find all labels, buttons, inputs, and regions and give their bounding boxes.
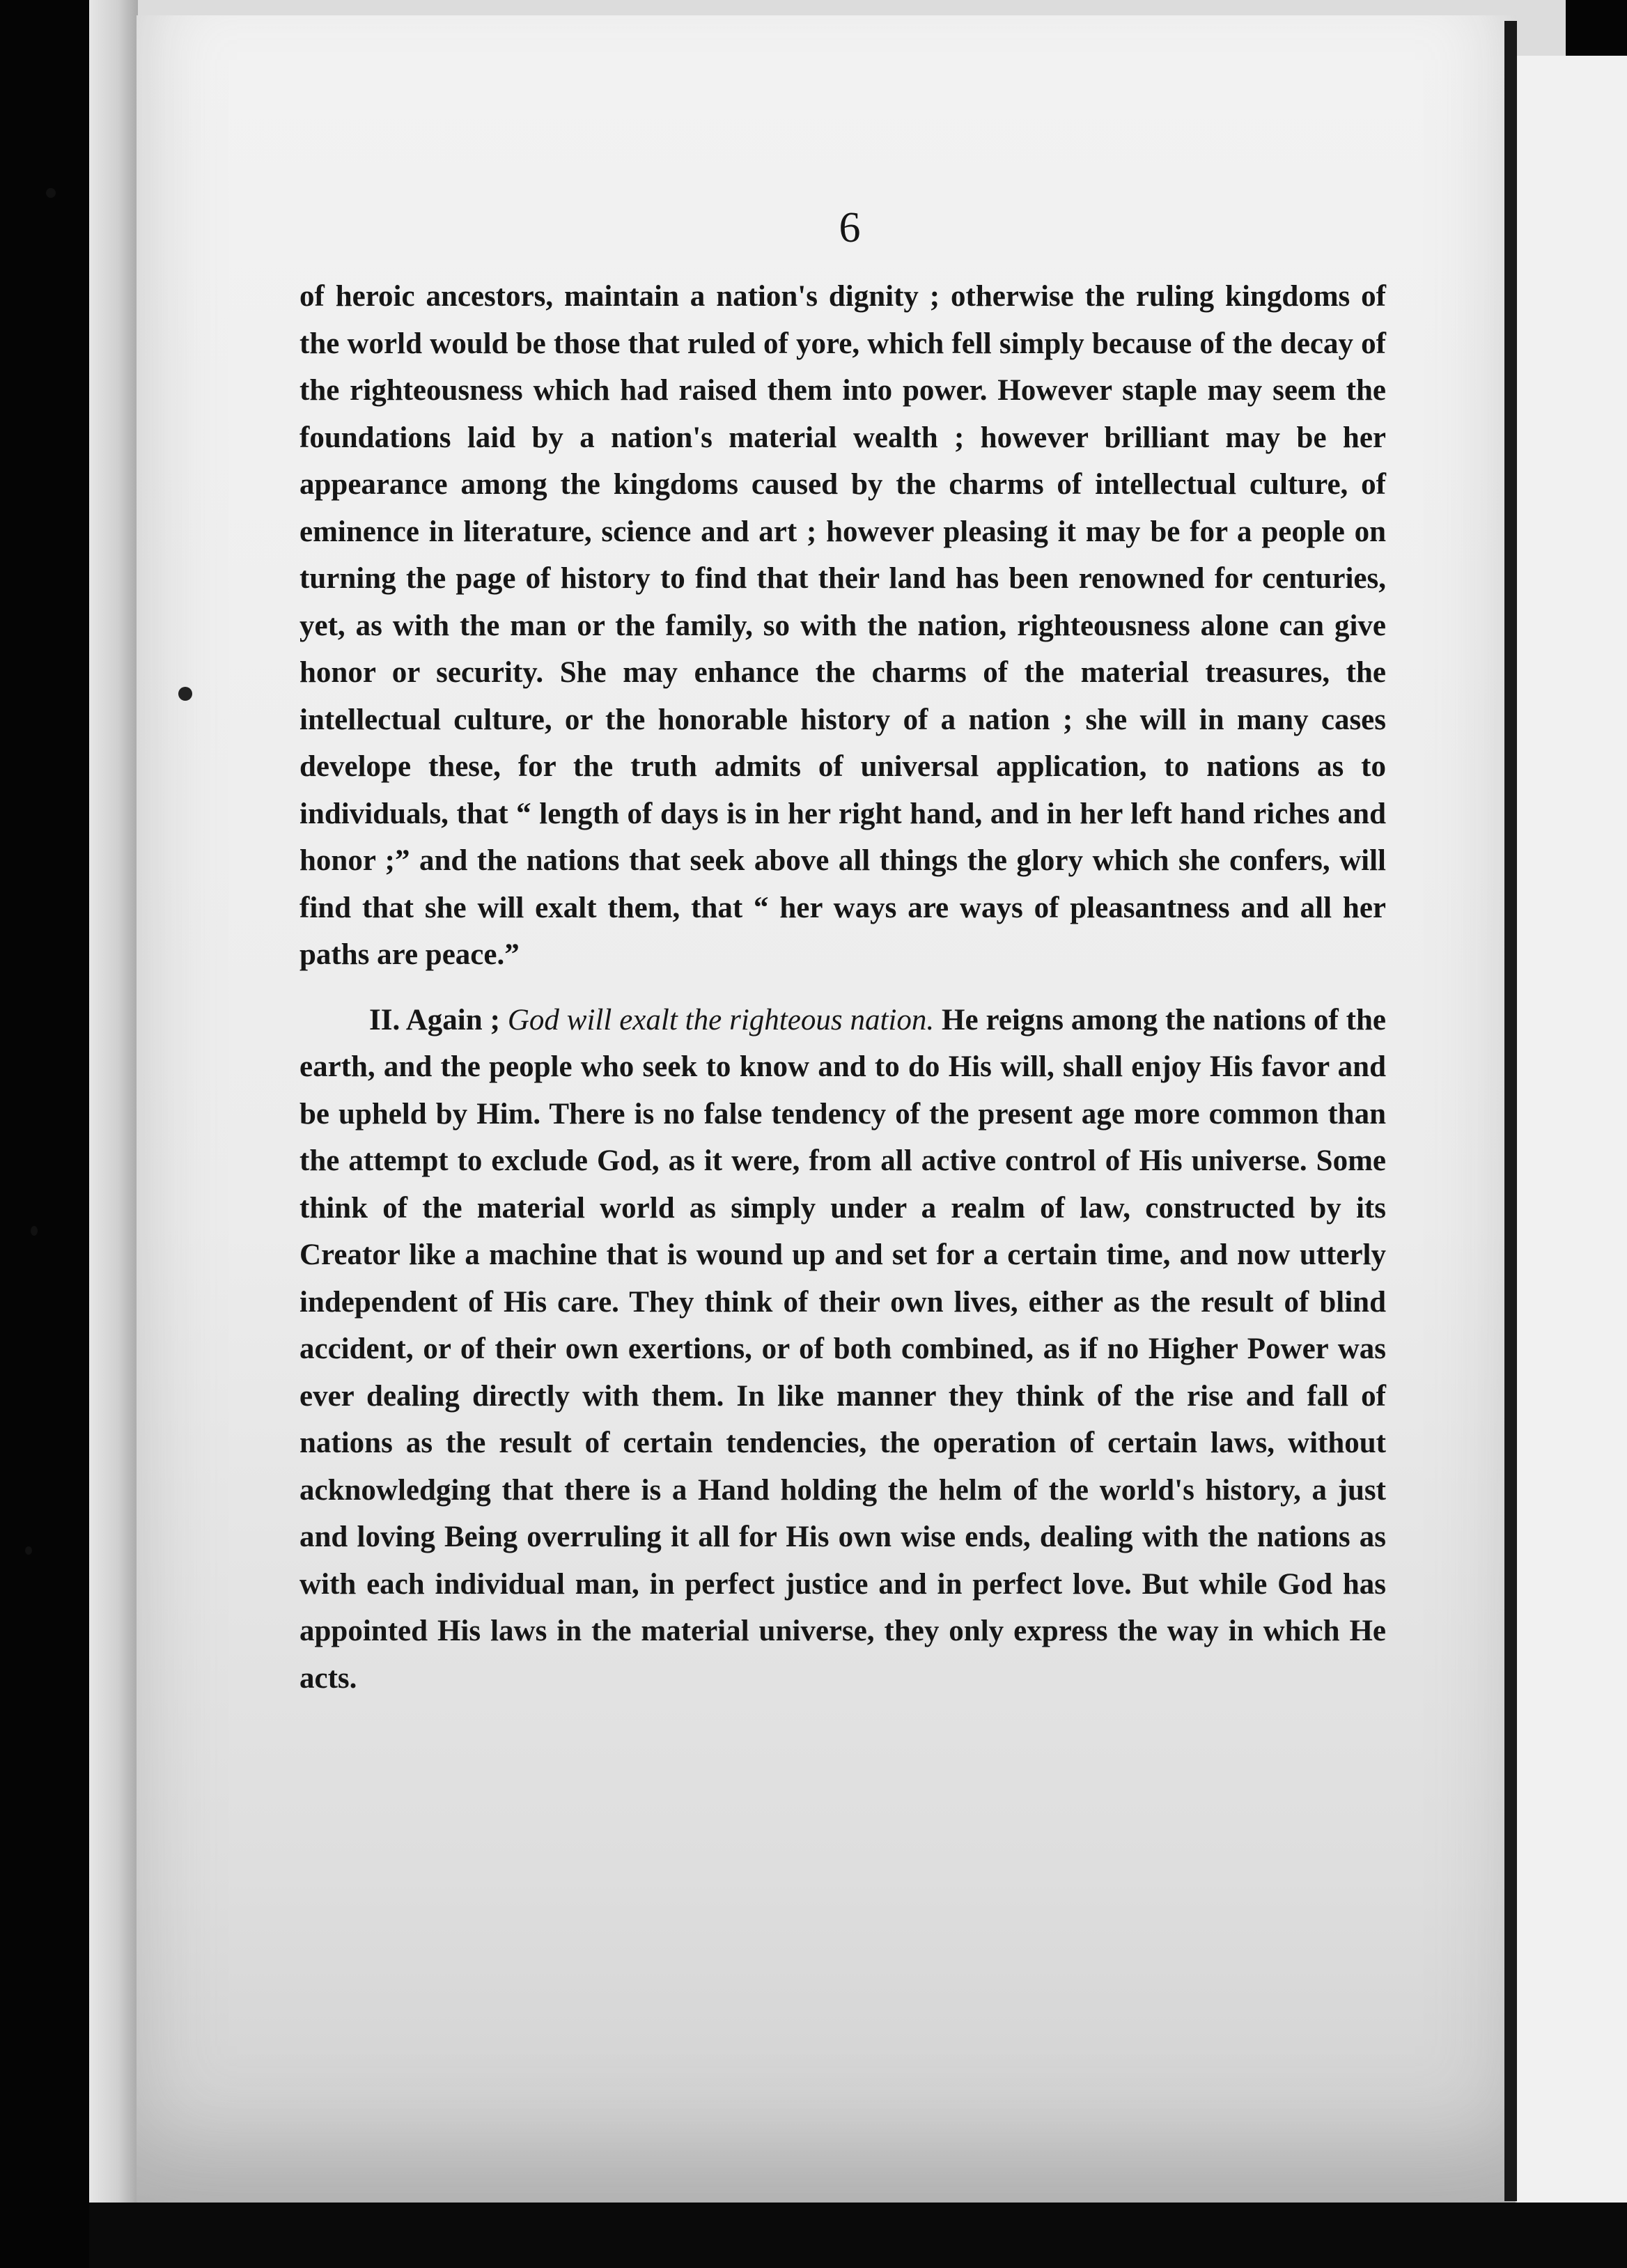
page-edge-shadow <box>89 0 138 2268</box>
section-body: He reigns among the nations of the earth, and the people who seek to know and to do His will, shall enjoy His favor and be upheld by Him. There is no false tendency of the present age more common than the attempt to exclude God, as it were, from all active control of His universe. Some think of the material world as simply under a realm of law, constructed by its Creator like a machine that is wound up and set for a certain time, and now utterly independent of His care. They think of their own lives, either as the result of blind accident, or of their own exertions, or of both combined, as if no Higher Power was ever dealing directly with them. In like manner they think of the rise and fall of nations as the result of certain tendencies, the operation of certain laws, without acknowledging that there is a Hand holding the helm of the world's history, a just and loving Being overruling it all for His own wise ends, dealing with the nations as with each individual man, in perfect justice and in perfect love. But while God has appointed His laws in the material universe, they only express the way in which He acts. <box>299 1003 1386 1695</box>
section-lead: II. Again ; <box>369 1003 508 1036</box>
margin-speck <box>25 1546 32 1555</box>
book-binding-gutter <box>1504 21 1517 2201</box>
page-number: 6 <box>839 204 861 251</box>
margin-speck <box>178 687 192 701</box>
margin-speck <box>46 188 56 198</box>
margin-speck <box>31 1226 38 1236</box>
paragraph-section-two <box>299 997 1386 1702</box>
paragraph-continuation: of heroic ancestors, maintain a nation's dignity ; otherwise the ruling kingdoms of the world would be those that ruled of yore, which fell simply because of the decay of the righteousness which had raised them into power. However staple may seem the foundations laid by a nation's material wealth ; however brilliant may be her appearance among the kingdoms caused by the charms of intellectual culture, of eminence in literature, science and art ; however pleasing it may be for a people on turning the page of history to find that their land has been renowned for centuries, yet, as with the man or the family, so with the nation, righteousness alone can give honor or security. She may enhance the charms of the material treasures, the intellectual culture, or the honorable history of a nation ; she will in many cases develope these, for the truth admits of universal application, to nations as to individuals, that “ length of days is in her right hand, and in her left hand riches and honor ;” and the nations that seek above all things the glory which she confers, will find that she will exalt them, that “ her ways are ways of pleasantness and all her paths are peace.” <box>299 280 1386 971</box>
scan-bottom-edge <box>89 2203 1627 2268</box>
body-text <box>299 273 1386 1702</box>
facing-page-edge <box>1517 56 1627 2268</box>
section-emphasis: God will exalt the righteous nation. <box>507 1003 935 1036</box>
